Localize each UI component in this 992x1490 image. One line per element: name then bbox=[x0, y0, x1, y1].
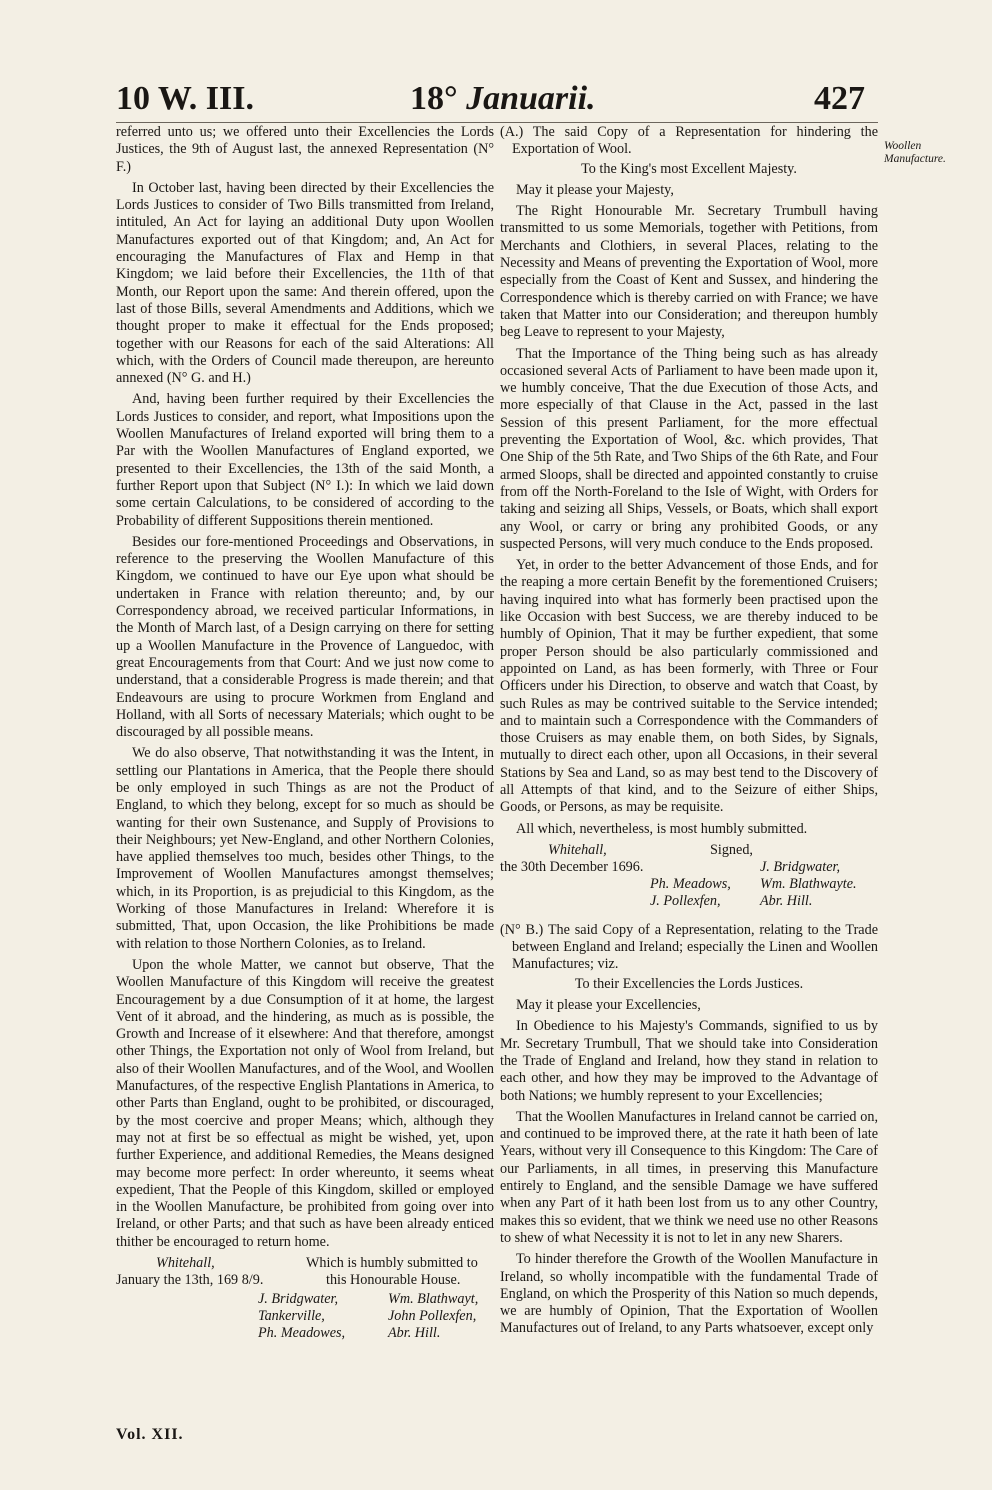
salutation: May it please your Majesty, bbox=[516, 181, 674, 198]
paragraph: Upon the whole Matter, we cannot but observe, That the Woollen Manufacture of this Kingdom will receive the greatest Encouragement by a due Consumption of it at home, the largest Vent of it abroad, and the hindering, as much as is possible, the Growth and Increase of it elsewhere: And that therefore, amongst other Things, the Exportation not only of Wool from Ireland, but also of their Woollen Manufactures, and of the Wool, and Woollen Manufactures, of the respective English Plantations in America, to other Parts than England, ought to be prohibited, or discouraged, by the most coercive and proper Means; which, although they may not at first be so effectual as might be wished, yet, upon further Experience, and additional Remedies, the Means designed may become more perfect: In order whereunto, it seems wheat expedient, That the People of this Kingdom, skilled or employed in the Woollen Manufacture, be prohibited from going over into Ireland, or other Parts; and that such as have been already enticed thither be encouraged to return home. bbox=[116, 956, 494, 1250]
signatory: Wm. Blathwayt, bbox=[388, 1291, 479, 1307]
date-month: Januarii. bbox=[466, 80, 596, 117]
margin-note: Woollen Manufacture. bbox=[884, 140, 946, 165]
section-heading: (N° B.) The said Copy of a Representation, relating to the Trade between England and Ireland; especially the Linen and Woollen Manufactures; viz. bbox=[500, 921, 878, 973]
paragraph: Yet, in order to the better Advancement of those Ends, and for the reaping a more certain Benefit by the forementioned Cruisers; having inquired into what has formerly been practised upon the like Occasion with best Success, we are thereby induced to be humbly of Opinion, That it may be further expedient, that some proper Person should be also particularly commissioned and appointed on Land, as has been formerly, with Three or Four Officers under his Direction, to observe and watch that Coast, by such Rules as may be contrived suitable to the Service intended; and to maintain such a Correspondence with the Commanders of those Cruisers as may enable them, on both Sides, by Signals, mutually to direct each other, upon all Occasions, in their several Stations by Sea and Land, so as may best tend to the Discovery of all Attempts of that kind, and to the Seizure of either Ships, Goods, or Persons, as may be requisite. bbox=[500, 557, 878, 816]
page-header bbox=[0, 0, 992, 120]
signature-block bbox=[116, 1255, 494, 1347]
signatory: Wm. Blathwayte. bbox=[760, 875, 857, 892]
sig-place: Whitehall, bbox=[548, 841, 607, 858]
sig-date: the 30th December 1696. bbox=[500, 858, 644, 875]
paragraph: In Obedience to his Majesty's Commands, signified to us by Mr. Secretary Trumbull, That we should take into Consideration the Trade of England and Ireland, how they stand in relation to each other, and how they may be improved to the Advantage of both Nations; we humbly represent to your Excellencies; bbox=[500, 1018, 878, 1104]
paragraph: referred unto us; we offered unto their Excellencies the Lords Justices, the 9th of August last, the annexed Representation (N° F.) bbox=[116, 124, 494, 175]
section-heading: (A.) The said Copy of a Representation for hindering the Exportation of Wool. bbox=[500, 124, 878, 158]
paragraph: That the Importance of the Thing being such as has already occasioned several Acts of Parliament to have been made upon it, we humbly conceive, That the due Execution of those Acts, and more especially of that Clause in the Act, passed in the last Session of this present Parliament, for the more effectual preventing the Exportation of Wool, &c. which provides, That One Ship of the 5th Rate, and Two Ships of the 6th Rate, and Four armed Sloops, shall be directed and appointed constantly to cruise from off the North-Foreland to the Isle of Wight, with Orders for taking and seizing all Ships, Vessels, or Boats, which shall export any Wool, or carry or bring any prohibited Goods, or any suspected Persons, will very much conduce to the Ends proposed. bbox=[500, 345, 878, 552]
salutation: May it please your Excellencies, bbox=[516, 997, 701, 1014]
salutation: To their Excellencies the Lords Justices. bbox=[574, 975, 804, 992]
paragraph: To hinder therefore the Growth of the Woollen Manufacture in Ireland, so wholly incompatible with the fundamental Trade of England, on which the Prosperity of this Nation so much depends, we are humbly of Opinion, That the Exportation of Woollen Manufactures out of Ireland, to any Parts whatsoever, except only bbox=[500, 1251, 878, 1337]
paragraph: In October last, having been directed by their Excellencies the Lords Justices to consider of Two Bills transmitted from Ireland, intituled, An Act for laying an additional Duty upon Woollen Manufactures exported out of that Kingdom; and, An Act for encouraging the Manufactures of Flax and Hemp in that Kingdom; we laid before their Excellencies, the 11th of that Month, our Report upon the same: And therein offered, upon the last of those Bills, several Amendments and Additions, which we thought proper to make it effectual for the Ends proposed; together with our Reasons for each of the said Alterations: All which, with the Orders of Council made thereupon, are hereunto annexed (N° G. and H.) bbox=[116, 179, 494, 387]
paragraph: Besides our fore-mentioned Proceedings and Observations, in reference to the preserving the Woollen Manufacture of this Kingdom, we continued to have our Eye upon what should be undertaken in France with relation thereunto; and, by our Correspondency abroad, we received particular Informations, in the Month of March last, of a Design carrying on there for setting up a Woollen Manufacture in the Provence of Languedoc, with great Encouragements from that Court: And we just now come to understand, that a considerable Progress is made therein; and that Endeavours are using to procure Workmen from England and Holland, with all Sorts of necessary Materials; which ought to be discouraged by all possible means. bbox=[116, 533, 494, 741]
sig-submit: Which is humbly submitted to bbox=[306, 1255, 478, 1271]
signatory: John Pollexfen, bbox=[388, 1308, 477, 1324]
signatory: Ph. Meadows, bbox=[650, 875, 731, 892]
paragraph: That the Woollen Manufactures in Ireland cannot be carried on, and continued to be improved there, at the rate it hath been of late Years, without very ill Consequence to this Kingdom: The Care of our Parliaments, in all times, in preserving this Manufacture entirely to England, and the sensible Damage we have suffered when any Part of it hath been lost from us to any other Country, makes this so evident, that we think we need use no other Reasons to shew of what Necessity it is not to let in any new Sharers. bbox=[500, 1108, 878, 1246]
page-date bbox=[410, 80, 596, 118]
signature-block bbox=[500, 842, 878, 922]
paragraph: All which, nevertheless, is most humbly submitted. bbox=[516, 820, 808, 837]
date-day: 18° bbox=[410, 80, 458, 117]
regnal-year: 10 W. III. bbox=[116, 80, 254, 117]
signatory: J. Pollexfen, bbox=[650, 892, 721, 909]
signatory: J. Bridgwater, bbox=[760, 858, 840, 875]
signatory: Abr. Hill. bbox=[760, 892, 813, 909]
volume-footer: Vol. XII. bbox=[116, 1426, 184, 1443]
sig-submit: this Honourable House. bbox=[326, 1272, 461, 1288]
signatory: J. Bridgwater, bbox=[258, 1291, 338, 1307]
signatory: Abr. Hill. bbox=[388, 1325, 441, 1341]
header-rule bbox=[116, 122, 878, 123]
salutation: To the King's most Excellent Majesty. bbox=[581, 160, 797, 177]
sig-place: Whitehall, bbox=[156, 1255, 215, 1271]
paragraph: And, having been further required by their Excellencies the Lords Justices to consider, and report, what Impositions upon the Woollen Manufactures of Ireland exported will bring them to a Par with the Woollen Manufactures of England exported, we presented to their Excellencies, the 13th of the said Month, a further Report upon that Subject (N° I.): In which we laid down some certain Calculations, to be considered of according to the Probability of different Suppositions therein mentioned. bbox=[116, 391, 494, 529]
paragraph: We do also observe, That notwithstanding it was the Intent, in settling our Plantations in America, that the People there should be only employed in such Things as are not the Product of England, to which they belong, except for so much as should be wanting for their own Sustenance, and Supply of Provisions to their Neighbours; yet New-England, and other Northern Colonies, have applied themselves too much, besides other Things, to the Improvement of Woollen Manufactures amongst themselves; which, in its Proportion, is as prejudicial to this Kingdom, as the Working of those Manufactures in Ireland: Wherefore it is submitted, That, upon Occasion, the like Prohibitions be made with relation to those Northern Colonies, as to Ireland. bbox=[116, 745, 494, 952]
sig-date: January the 13th, 169 8/9. bbox=[116, 1272, 264, 1288]
right-column bbox=[500, 124, 878, 1342]
signatory: Tankerville, bbox=[258, 1308, 325, 1324]
left-column bbox=[116, 124, 494, 1347]
signatory: Ph. Meadowes, bbox=[258, 1325, 346, 1341]
page-number: 427 bbox=[814, 80, 865, 117]
paragraph: The Right Honourable Mr. Secretary Trumbull having transmitted to us some Memorials, together with Petitions, from Merchants and Clothiers, in several Places, relating to the Necessity and Means of preventing the Exportation of Wool, more especially from the Coast of Kent and Sussex, and hindering the Correspondence which is thereby carried on with France; we have taken that Matter into our Consideration; and thereupon humbly beg Leave to represent to your Majesty, bbox=[500, 203, 878, 341]
sig-signed: Signed, bbox=[710, 841, 753, 858]
